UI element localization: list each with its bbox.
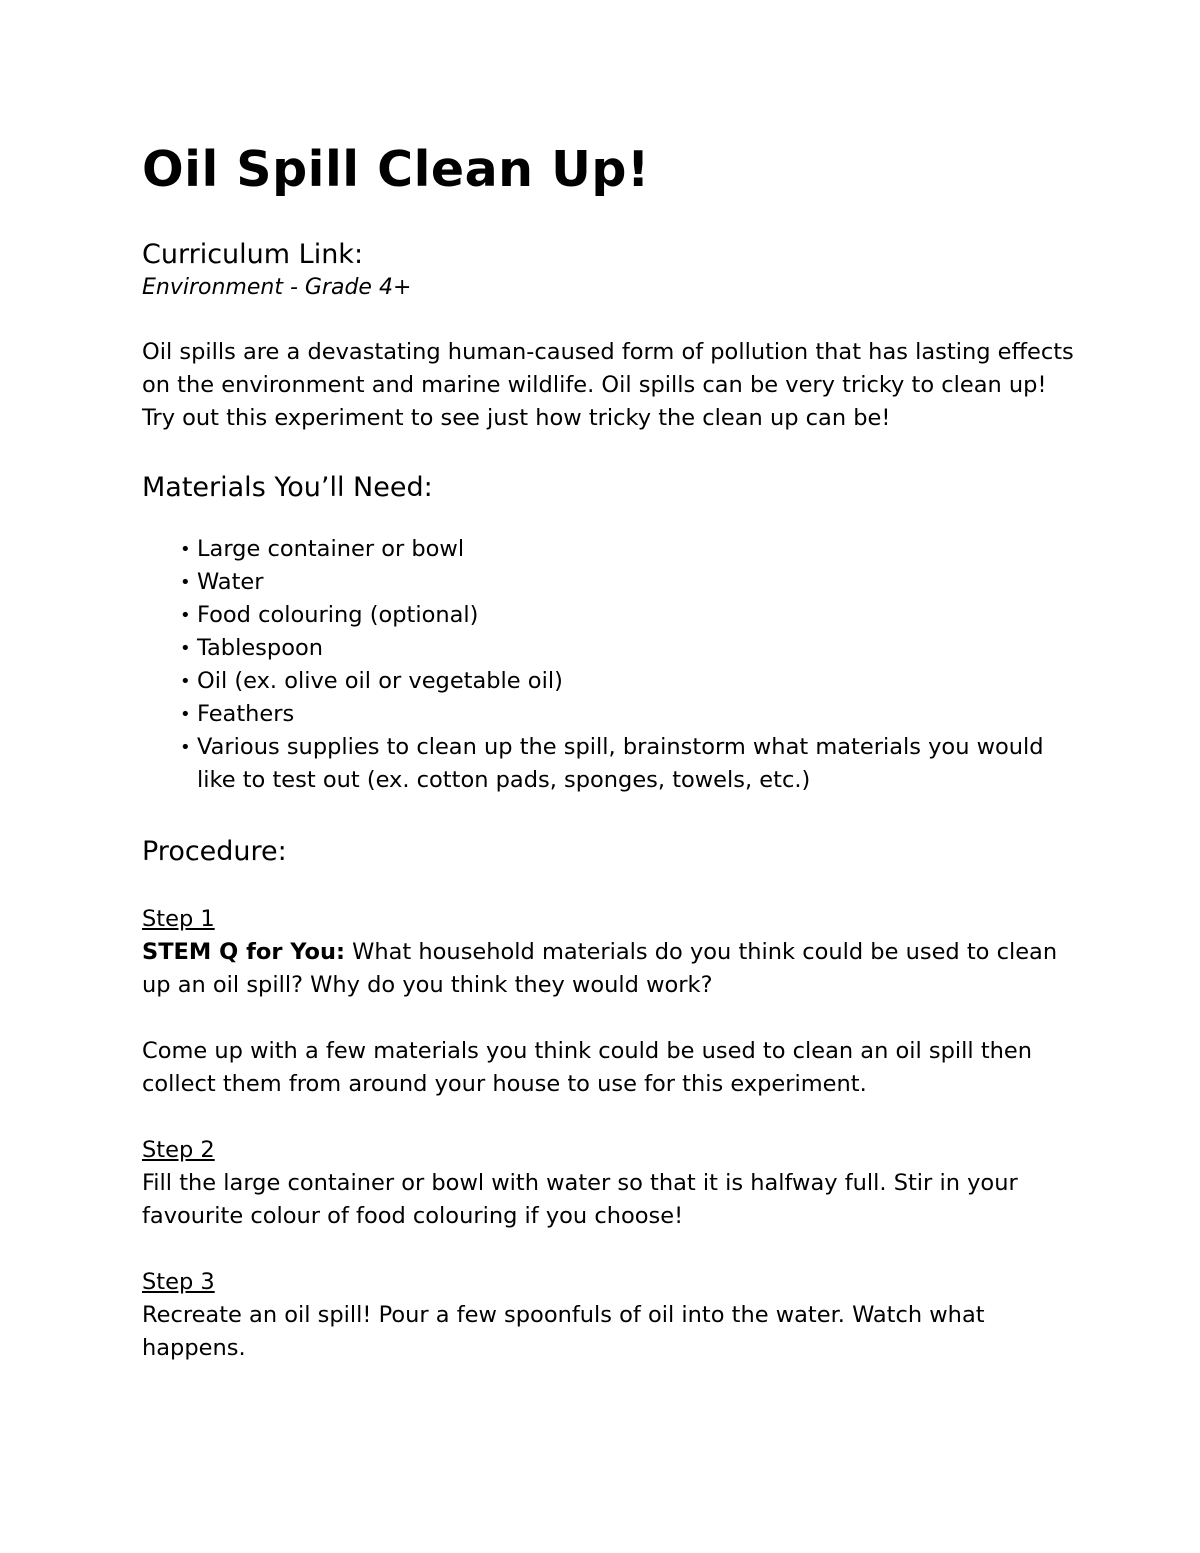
- list-item: • Tablespoon: [180, 632, 1082, 665]
- step-2-heading: Step 2: [142, 1137, 215, 1163]
- stem-label: STEM Q for You:: [142, 939, 345, 965]
- curriculum-subject: Environment - Grade 4+: [142, 275, 412, 300]
- bullet-icon: •: [180, 671, 191, 692]
- list-item: • Food colouring (optional): [180, 599, 1082, 632]
- list-item: • Water: [180, 566, 1082, 599]
- materials-list: [142, 533, 1082, 797]
- bullet-icon: •: [180, 605, 191, 626]
- bullet-icon: •: [180, 638, 191, 659]
- document-page: [142, 140, 1082, 1365]
- list-item: • Large container or bowl: [180, 533, 1082, 566]
- step-2-text: Fill the large container or bowl with water so that it is halfway full. Stir in your favourite colour of food colouring if you choose!: [142, 1170, 1018, 1229]
- bullet-icon: •: [180, 704, 191, 725]
- curriculum-heading: Curriculum Link:: [142, 239, 364, 270]
- step-1-text: Come up with a few materials you think could be used to clean an oil spill then collect them from around your house to use for this experiment.: [142, 1038, 1033, 1097]
- step-3-text: Recreate an oil spill! Pour a few spoonfuls of oil into the water. Watch what happens.: [142, 1302, 985, 1361]
- bullet-icon: •: [180, 539, 191, 560]
- bullet-icon: •: [180, 572, 191, 593]
- procedure-heading: Procedure:: [142, 836, 287, 867]
- step-1-heading: Step 1: [142, 906, 215, 932]
- list-item: • Feathers: [180, 698, 1082, 731]
- materials-heading: Materials You’ll Need:: [142, 472, 433, 503]
- stem-question-text: What household materials do you think could be used to clean up an oil spill? Why do you think they would work?: [142, 939, 1058, 998]
- intro-paragraph: Oil spills are a devastating human-caused form of pollution that has lasting effects on the environment and marine wildlife. Oil spills can be very tricky to clean up! Try out this experiment to see just how tricky the clean up can be!: [142, 339, 1074, 431]
- step-3-heading: Step 3: [142, 1269, 215, 1295]
- list-item: • Oil (ex. olive oil or vegetable oil): [180, 665, 1082, 698]
- list-item: • Various supplies to clean up the spill, brainstorm what materials you would like to test out (ex. cotton pads, sponges, towels, etc.): [180, 731, 1082, 797]
- page-title: Oil Spill Clean Up!: [142, 141, 650, 198]
- step-1-stem-question: [142, 936, 1082, 1002]
- bullet-icon: •: [180, 737, 191, 758]
